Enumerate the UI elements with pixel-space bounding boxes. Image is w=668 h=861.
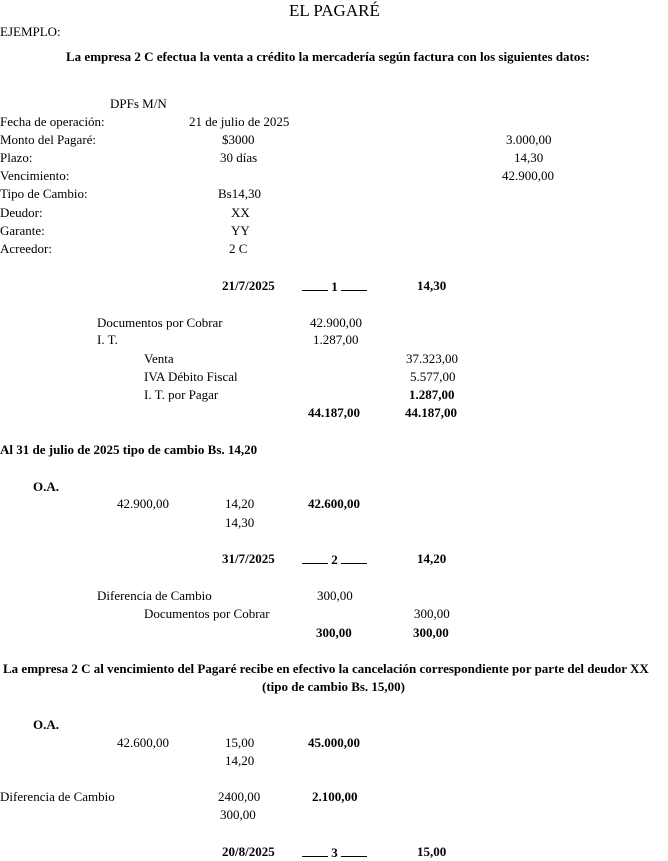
detail-label: Tipo de Cambio: bbox=[0, 186, 88, 201]
maturity-note: La empresa 2 C al vencimiento del Pagaré recibe en efectivo la cancelación correspondiente por parte del deudor XX bbox=[3, 661, 649, 676]
detail-value: 2 C bbox=[229, 241, 248, 256]
credit-amount: 1.287,00 bbox=[409, 387, 455, 402]
exchange-diff-value: 2400,00 bbox=[218, 789, 261, 804]
detail-label: Garante: bbox=[0, 223, 45, 238]
oa-amount: 42.600,00 bbox=[117, 735, 169, 750]
oa-rate: 14,20 bbox=[225, 753, 255, 768]
debit-amount: 1.287,00 bbox=[313, 332, 359, 347]
detail-value: YY bbox=[231, 223, 250, 238]
total-credit: 300,00 bbox=[413, 625, 449, 640]
detail-value: Bs14,30 bbox=[218, 186, 261, 201]
account-name: I. T. por Pagar bbox=[144, 387, 219, 402]
dpf-heading: DPFs M/N bbox=[110, 96, 167, 111]
detail-label: Deudor: bbox=[0, 205, 43, 220]
entry-rate: 14,20 bbox=[417, 551, 447, 566]
account-name: Diferencia de Cambio bbox=[97, 588, 212, 603]
total-debit: 44.187,00 bbox=[308, 405, 360, 420]
oa-rate: 14,20 bbox=[225, 496, 255, 511]
intro-text: La empresa 2 C efectua la venta a crédito la mercadería según factura con los siguientes datos: bbox=[66, 49, 590, 64]
entry-date: 31/7/2025 bbox=[222, 551, 275, 566]
debit-amount: 42.900,00 bbox=[310, 315, 362, 330]
page-title: EL PAGARÉ bbox=[289, 1, 380, 20]
exchange-diff-result: 2.100,00 bbox=[312, 789, 358, 804]
debit-amount: 300,00 bbox=[317, 588, 353, 603]
entry-number: 1 bbox=[302, 278, 367, 295]
detail-label: Plazo: bbox=[0, 150, 33, 165]
entry-rate: 14,30 bbox=[417, 278, 447, 293]
total-debit: 300,00 bbox=[316, 625, 352, 640]
account-name: I. T. bbox=[97, 332, 118, 347]
credit-amount: 37.323,00 bbox=[406, 351, 458, 366]
oa-rate: 14,30 bbox=[225, 515, 255, 530]
detail-label: Fecha de operación: bbox=[0, 114, 105, 129]
oa-result: 42.600,00 bbox=[308, 496, 360, 511]
maturity-note-rate: (tipo de cambio Bs. 15,00) bbox=[262, 679, 405, 694]
account-name: Venta bbox=[144, 351, 174, 366]
exchange-diff-value: 300,00 bbox=[220, 807, 256, 822]
entry-number: 3 bbox=[302, 844, 367, 861]
entry-number: 2 bbox=[302, 551, 367, 568]
oa-result: 45.000,00 bbox=[308, 735, 360, 750]
oa-label: O.A. bbox=[33, 479, 59, 494]
credit-amount: 5.577,00 bbox=[410, 369, 456, 384]
detail-label: Monto del Pagaré: bbox=[0, 132, 97, 147]
entry-date: 20/8/2025 bbox=[222, 844, 275, 859]
account-name: Documentos por Cobrar bbox=[97, 315, 223, 330]
detail-value: 21 de julio de 2025 bbox=[189, 114, 290, 129]
detail-value: $3000 bbox=[222, 132, 255, 147]
detail-extra: 3.000,00 bbox=[506, 132, 552, 147]
example-label: EJEMPLO: bbox=[0, 24, 61, 39]
credit-amount: 300,00 bbox=[414, 606, 450, 621]
total-credit: 44.187,00 bbox=[405, 405, 457, 420]
account-name: Documentos por Cobrar bbox=[144, 606, 270, 621]
entry-rate: 15,00 bbox=[417, 844, 447, 859]
detail-extra: 42.900,00 bbox=[502, 168, 554, 183]
detail-label: Vencimiento: bbox=[0, 168, 70, 183]
detail-value: XX bbox=[231, 205, 250, 220]
detail-value: 30 días bbox=[220, 150, 258, 165]
oa-rate: 15,00 bbox=[225, 735, 255, 750]
detail-extra: 14,30 bbox=[514, 150, 544, 165]
exchange-rate-note: Al 31 de julio de 2025 tipo de cambio Bs. 14,20 bbox=[0, 442, 258, 457]
exchange-diff-label: Diferencia de Cambio bbox=[0, 789, 115, 804]
oa-label: O.A. bbox=[33, 717, 59, 732]
account-name: IVA Débito Fiscal bbox=[144, 369, 238, 384]
oa-amount: 42.900,00 bbox=[117, 496, 169, 511]
entry-date: 21/7/2025 bbox=[222, 278, 275, 293]
detail-label: Acreedor: bbox=[0, 241, 52, 256]
